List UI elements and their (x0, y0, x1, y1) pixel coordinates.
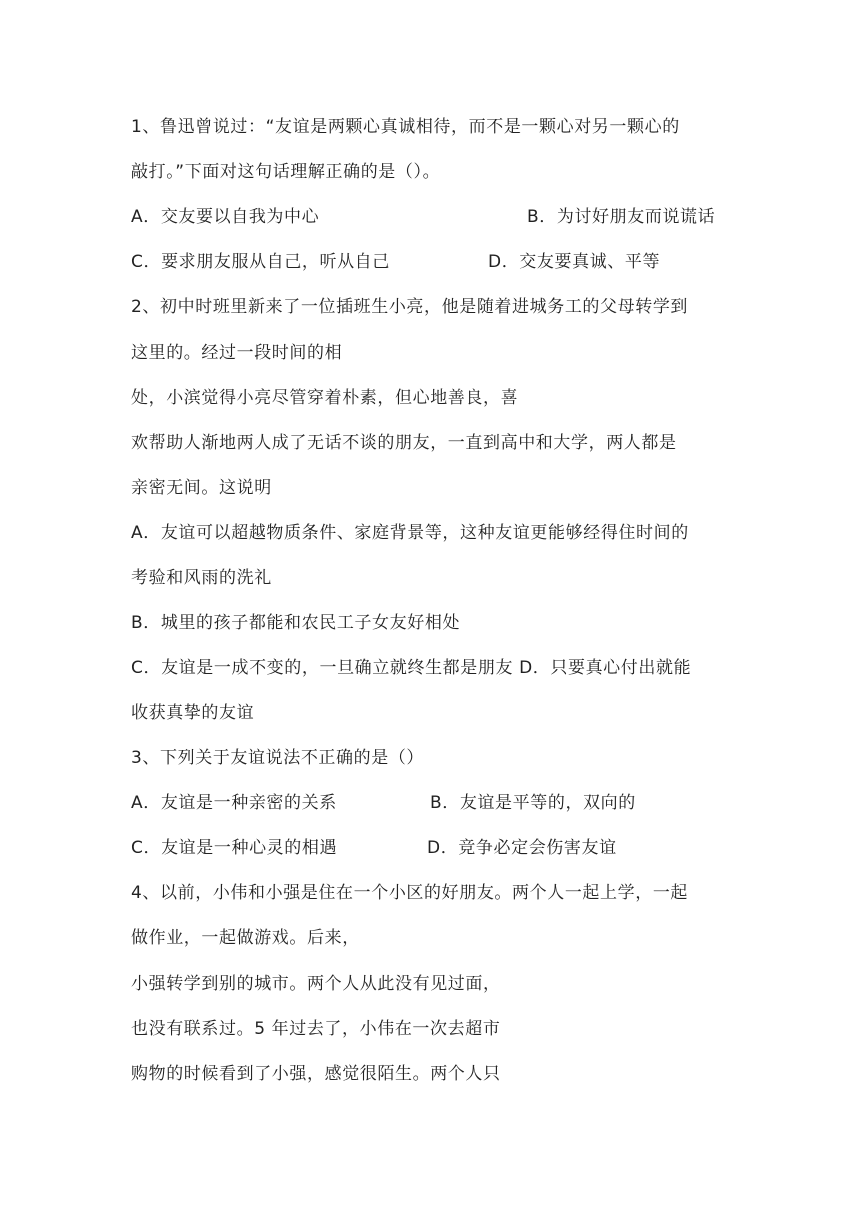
q1-stem-line1: 1、鲁迅曾说过：“友谊是两颗心真诚相待，而不是一颗心对另一颗心的 (131, 117, 680, 137)
q4-stem-line2: 做作业，一起做游戏。后来， (131, 928, 360, 948)
q3-option-b: B．友谊是平等的，双向的 (430, 793, 636, 813)
q3-option-a: A．友谊是一种亲密的关系 (131, 793, 337, 813)
q1-option-b: B．为讨好朋友而说谎话 (527, 207, 716, 227)
q3-option-c: C．友谊是一种心灵的相遇 (131, 838, 338, 858)
q1-stem-line2: 敲打。”下面对这句话理解正确的是（）。 (131, 162, 441, 182)
q1-option-row1 (131, 200, 716, 234)
q3-stem: 3、下列关于友谊说法不正确的是（） (131, 748, 425, 768)
q4-stem-line1: 4、以前，小伟和小强是住在一个小区的好朋友。两个人一起上学，一起 (131, 883, 689, 903)
q3-option-row1 (131, 786, 636, 820)
q2-stem-line3: 处，小滨觉得小亮尽管穿着朴素，但心地善良，喜 (131, 388, 519, 408)
q2-stem-line1: 2、初中时班里新来了一位插班生小亮，他是随着进城务工的父母转学到 (131, 297, 689, 317)
q2-option-b: B．城里的孩子都能和农民工子女友好相处 (131, 613, 461, 633)
q4-stem-line4: 也没有联系过。5 年过去了，小伟在一次去超市 (131, 1019, 501, 1039)
q1-option-d: D．交友要真诚、平等 (488, 252, 661, 272)
q2-option-cd-line1: C．友谊是一成不变的，一旦确立就终生都是朋友 D．只要真心付出就能 (131, 658, 692, 678)
q4-stem-line3: 小强转学到别的城市。两个人从此没有见过面， (131, 974, 501, 994)
q2-stem-line5: 亲密无间。这说明 (131, 478, 272, 498)
q2-stem-line4: 欢帮助人渐地两人成了无话不谈的朋友，一直到高中和大学，两人都是 (131, 433, 677, 453)
q3-option-row2 (131, 831, 617, 865)
q1-option-row2 (131, 245, 661, 279)
q4-stem-line5: 购物的时候看到了小强，感觉很陌生。两个人只 (131, 1064, 501, 1084)
q3-option-d: D．竞争必定会伤害友谊 (427, 838, 617, 858)
q1-option-c: C．要求朋友服从自己，听从自己 (131, 252, 390, 272)
q2-option-a-line2: 考验和风雨的洗礼 (131, 568, 272, 588)
q2-option-cd-line2: 收获真挚的友谊 (131, 703, 255, 723)
q2-stem-line2: 这里的。经过一段时间的相 (131, 343, 343, 363)
q2-option-a-line1: A．友谊可以超越物质条件、家庭背景等，这种友谊更能够经得住时间的 (131, 523, 689, 543)
q1-option-a: A．交友要以自我为中心 (131, 207, 320, 227)
